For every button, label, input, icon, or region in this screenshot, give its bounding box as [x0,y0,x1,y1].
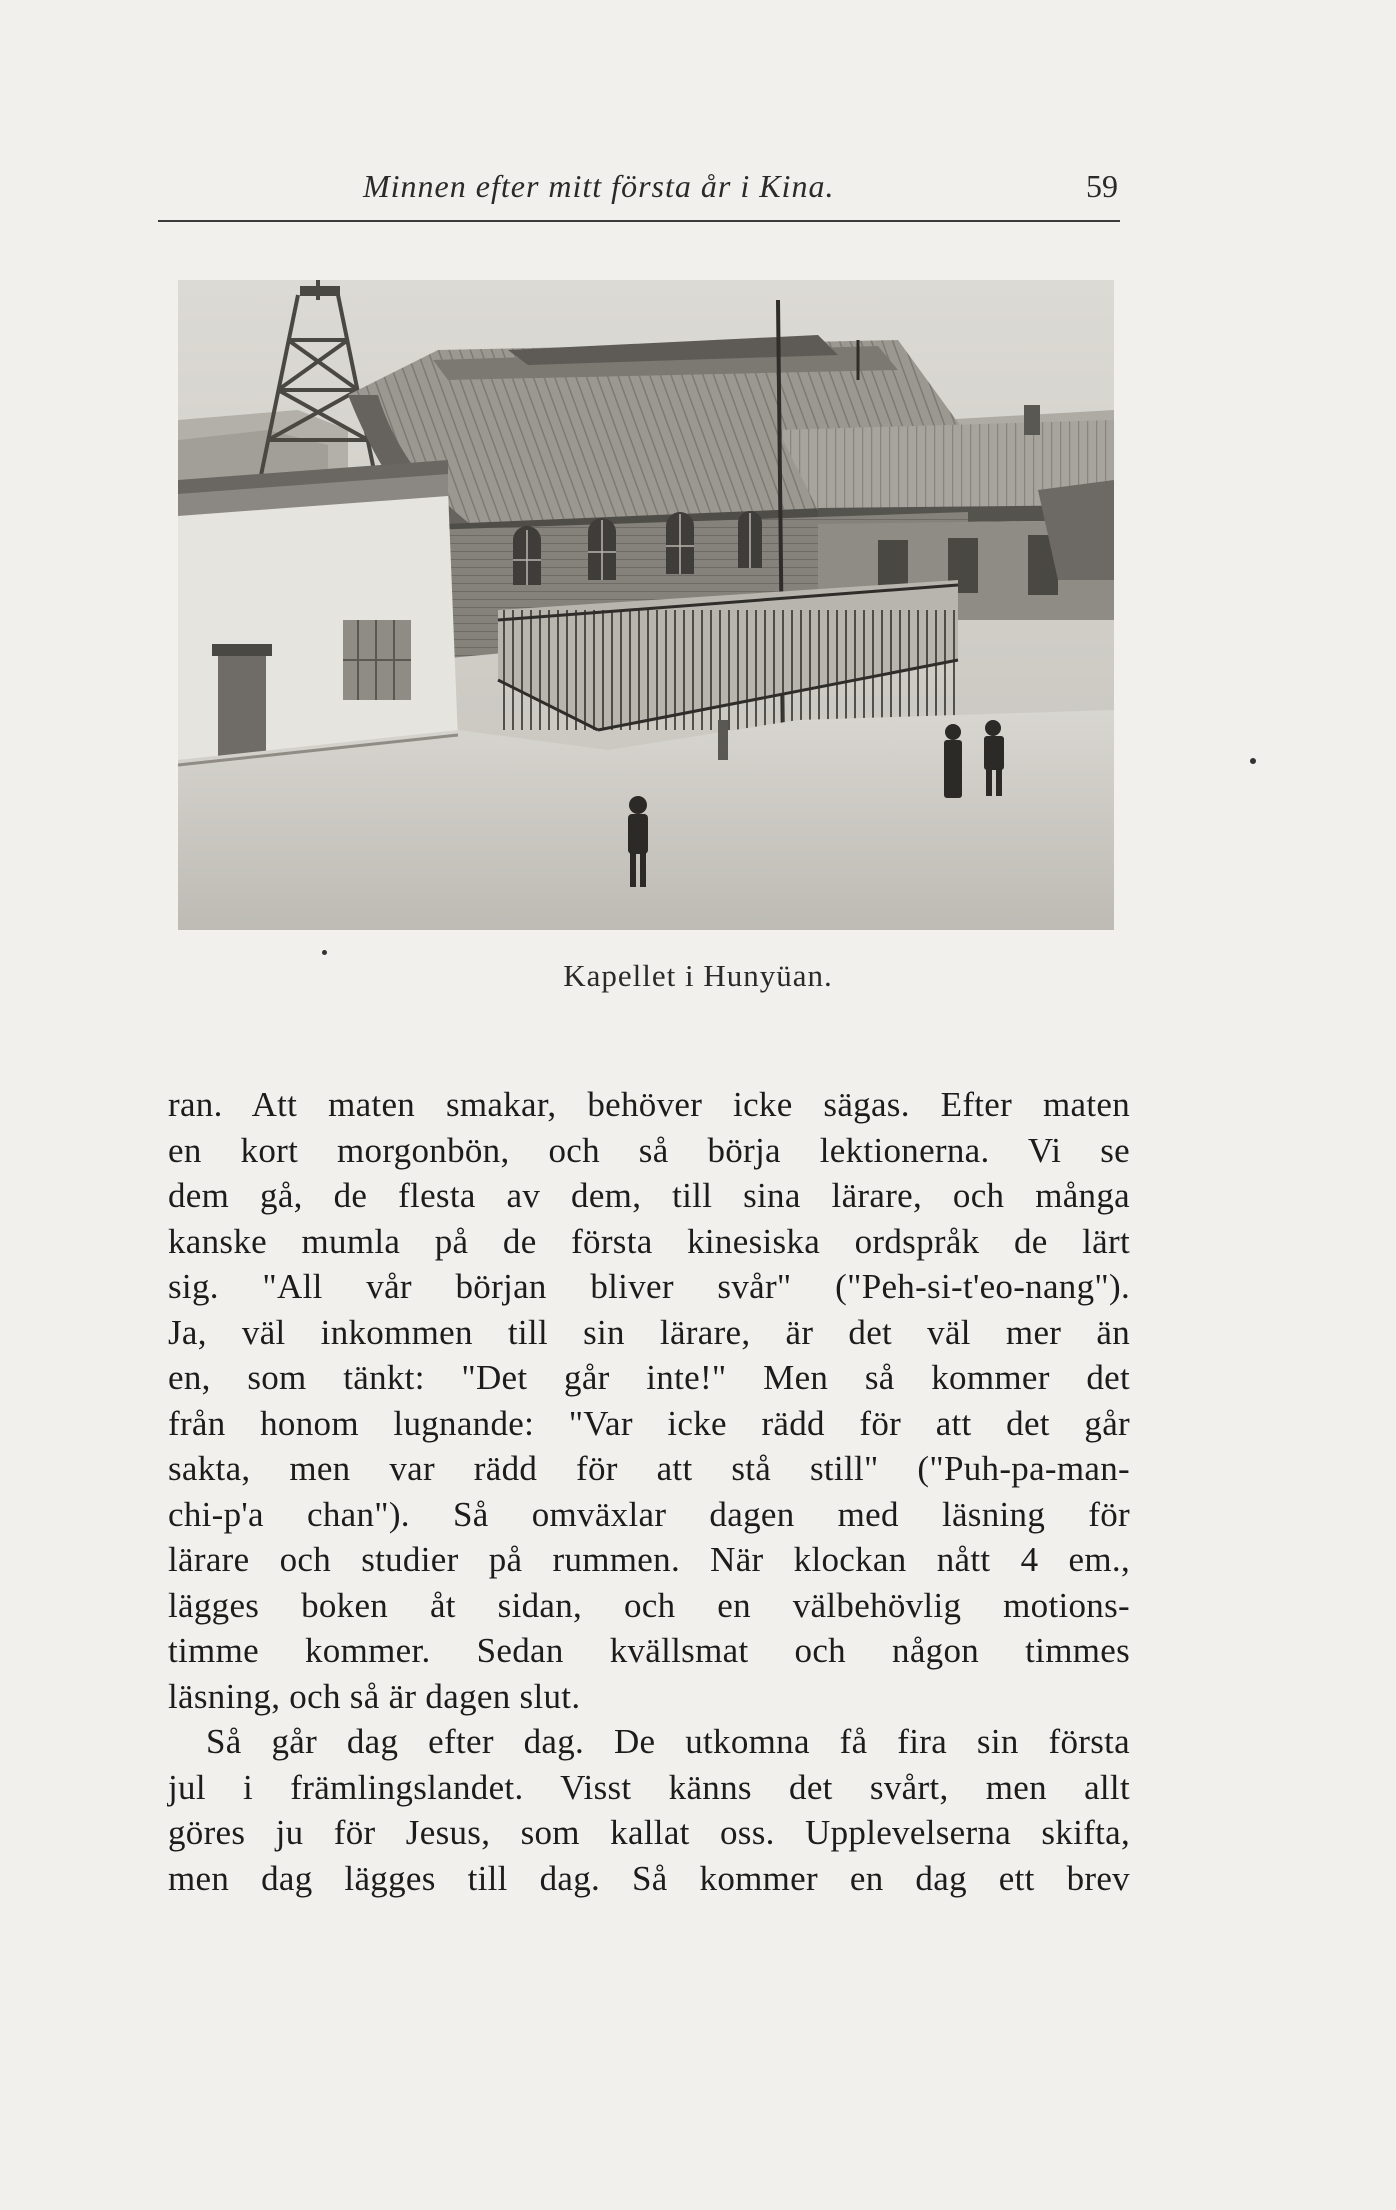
text-line: ran. Att maten smakar, behöver icke sägas. Efter maten [168,1085,1130,1124]
text-line: timme kommer. Sedan kvällsmat och någon timmes [168,1631,1130,1670]
text-line: läsning, och så är dagen slut. [168,1676,581,1716]
text-line: men dag lägges till dag. Så kommer en dag ett brev [168,1858,1130,1898]
page-number: 59 [1086,168,1118,204]
text-line: lärare och studier på rummen. När klockan nått 4 em., [168,1540,1130,1579]
text-line: Så går dag efter dag. De utkomna få fira sin första [206,1722,1130,1761]
text-line: sig. "All vår början bliver svår" ("Peh-si-t'eo-nang"). [168,1267,1130,1306]
text-line: en kort morgonbön, och så börja lektionerna. Vi se [168,1130,1130,1170]
text-line: göres ju för Jesus, som kallat oss. Upplevelserna skifta, [168,1813,1130,1852]
text-line: Ja, väl inkommen till sin lärare, är det väl mer än [168,1312,1130,1352]
figure-caption: Kapellet i Hunyüan. [563,958,833,993]
text-line: jul i främlingslandet. Visst känns det svårt, men allt [168,1767,1130,1807]
chapel-photo-illustration [178,280,1114,930]
chapel-photograph [178,280,1114,930]
text-line: lägges boken åt sidan, och en välbehövlig motions- [168,1585,1130,1625]
print-speck [1250,758,1256,764]
text-line: från honom lugnande: "Var icke rädd för att det går [168,1403,1130,1443]
text-line: chi-p'a chan"). Så omväxlar dagen med läsning för [168,1494,1130,1534]
text-line: kanske mumla på de första kinesiska ordspråk de lärt [168,1221,1130,1261]
text-line: sakta, men var rädd för att stå still" ("Puh-pa-man- [168,1449,1130,1488]
text-line: dem gå, de flesta av dem, till sina lärare, och många [168,1176,1130,1215]
page-header [158,168,1118,222]
running-title: Minnen efter mitt första år i Kina. [363,168,835,204]
body-text [168,1082,1130,1901]
header-rule [158,220,1120,222]
print-speck [322,950,327,955]
text-line: en, som tänkt: "Det går inte!" Men så kommer det [168,1358,1130,1397]
